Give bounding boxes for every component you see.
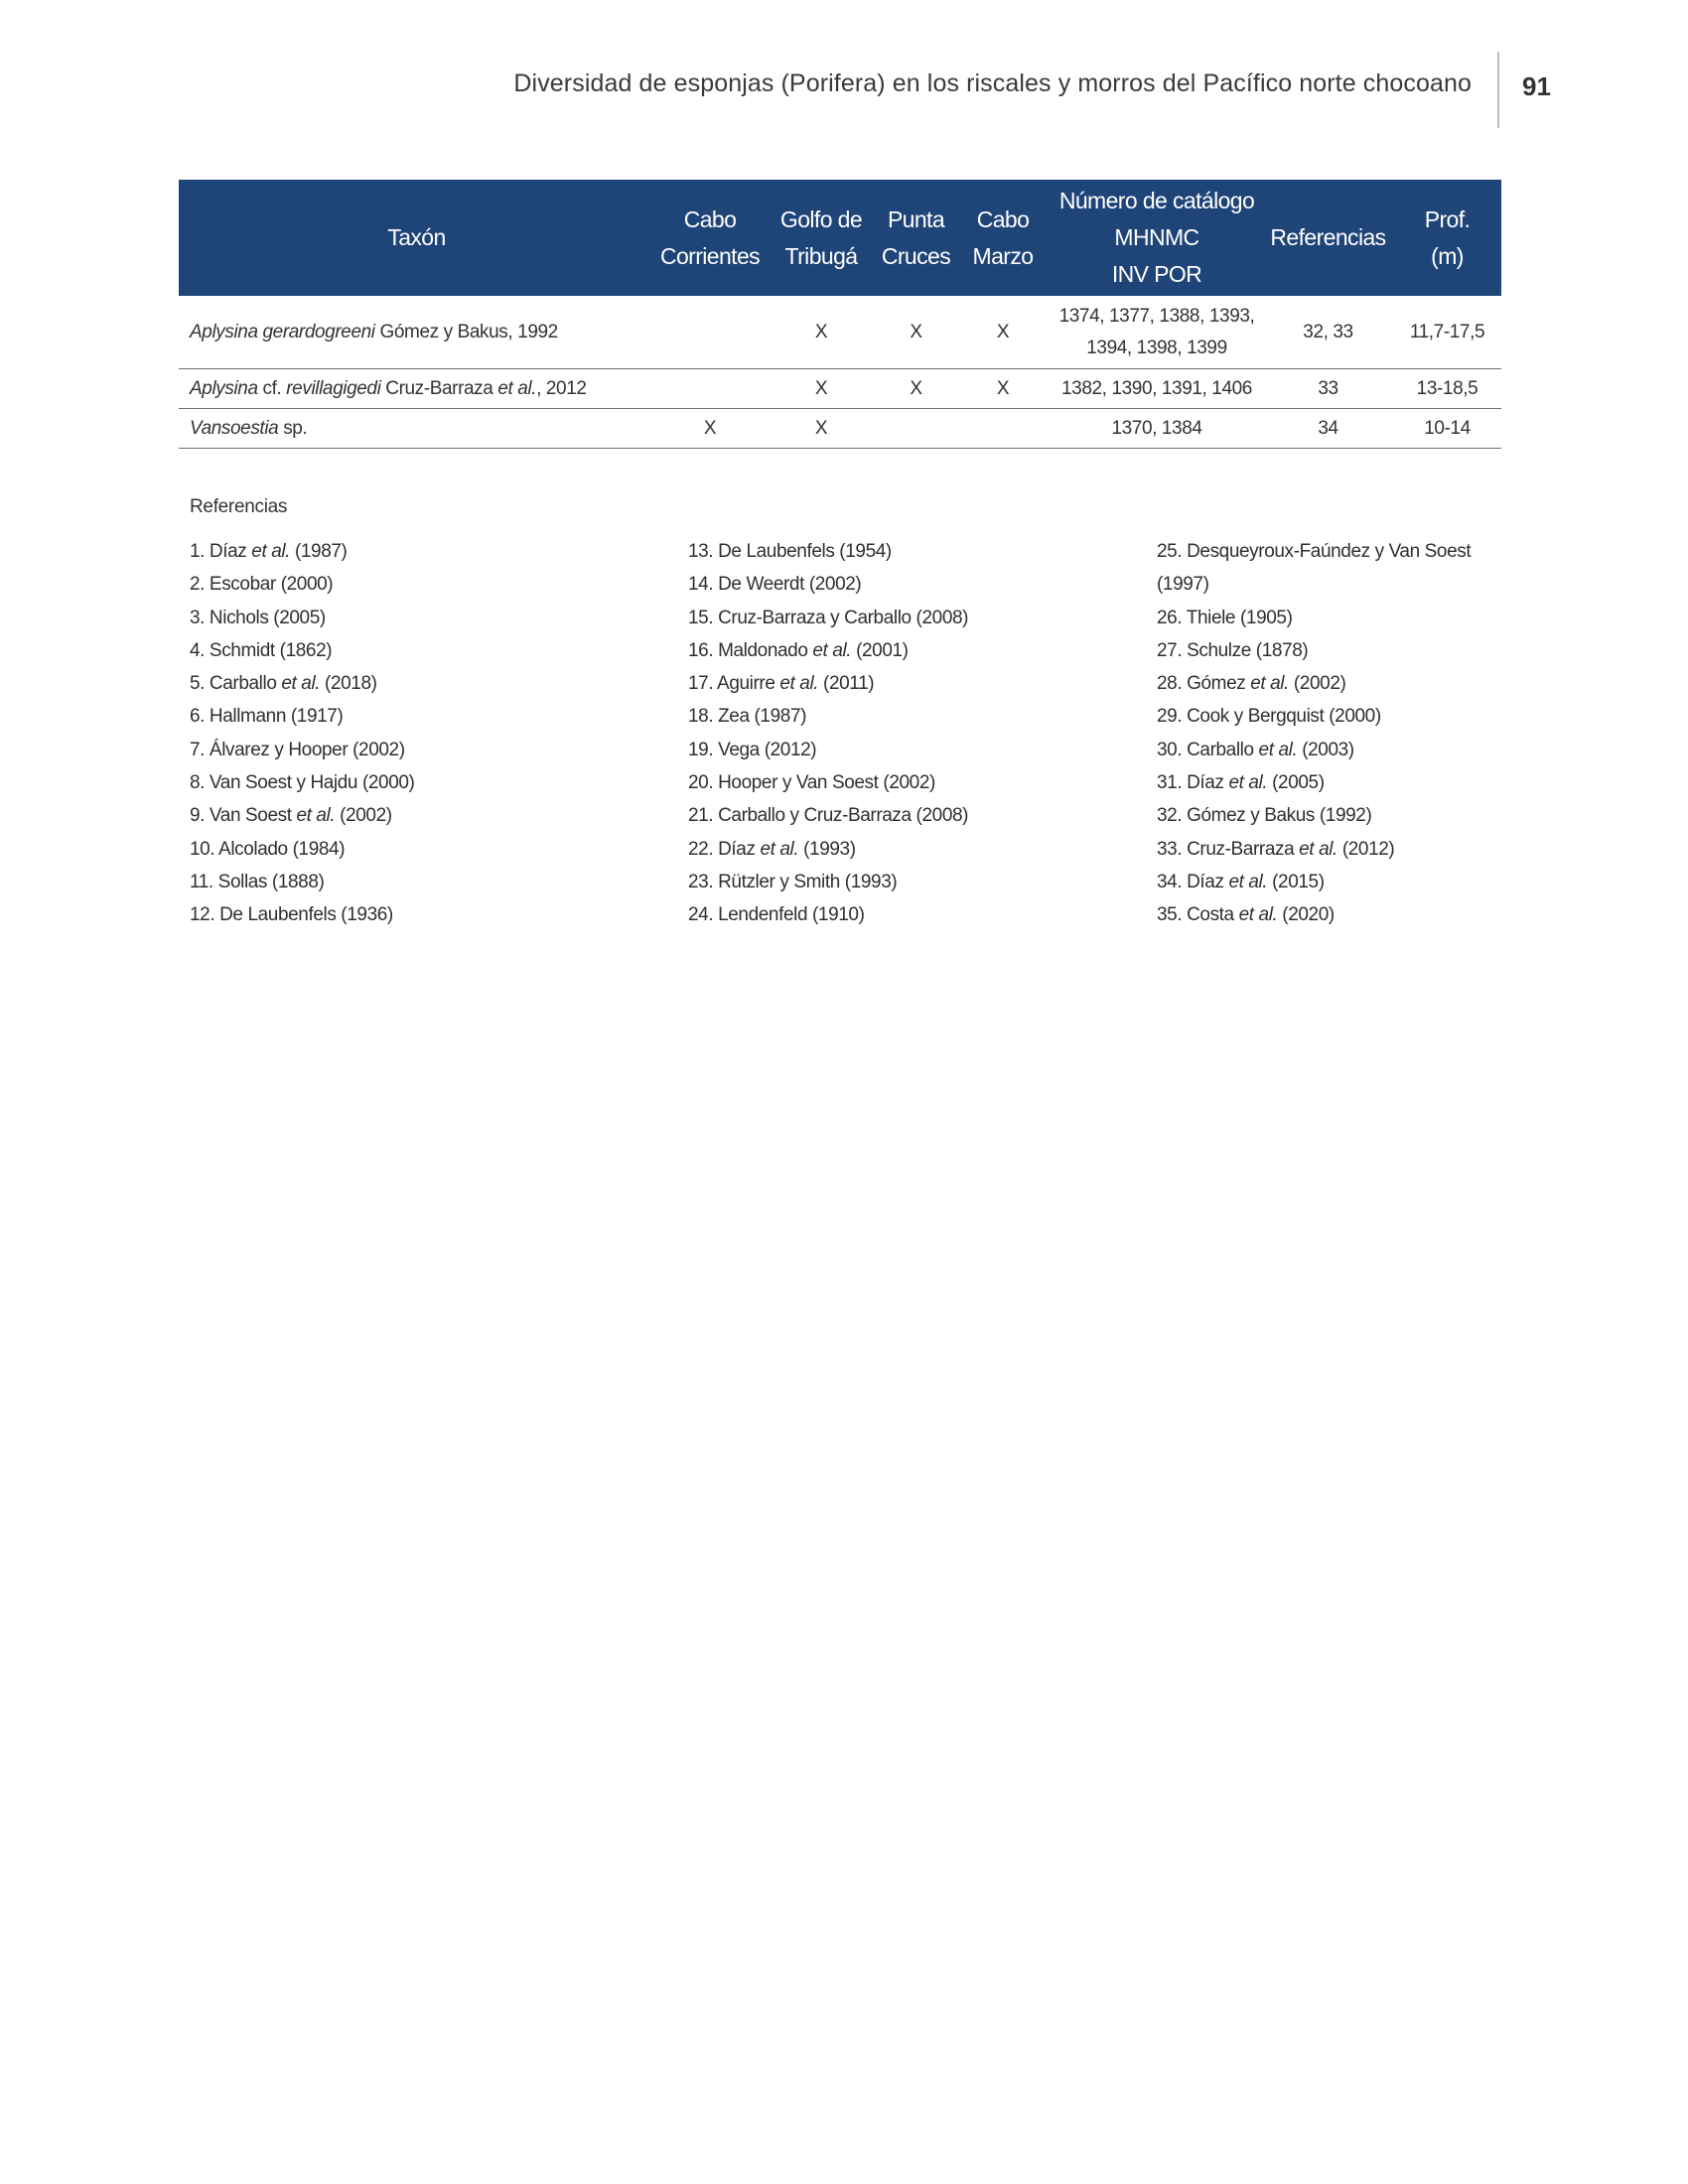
reference-item: 14. De Weerdt (2002) bbox=[688, 574, 862, 596]
prof-cell: 10-14 bbox=[1393, 409, 1501, 449]
reference-item: 9. Van Soest et al. (2002) bbox=[190, 805, 392, 827]
reference-item: 3. Nichols (2005) bbox=[190, 607, 326, 628]
reference-item: 11. Sollas (1888) bbox=[190, 871, 325, 892]
reference-item: 1. Díaz et al. (1987) bbox=[190, 541, 348, 562]
references-column-2 bbox=[688, 535, 968, 932]
running-title: Diversidad de esponjas (Porifera) en los riscales y morros del Pacífico norte chocoano bbox=[513, 69, 1472, 97]
cabo-marzo-cell: X bbox=[955, 296, 1051, 369]
reference-item: 32. Gómez y Bakus (1992) bbox=[1157, 805, 1372, 827]
references-title: Referencias bbox=[190, 496, 288, 517]
referencias-cell: 32, 33 bbox=[1263, 296, 1393, 369]
reference-item: 18. Zea (1987) bbox=[688, 706, 807, 728]
reference-item: 7. Álvarez y Hooper (2002) bbox=[190, 739, 405, 760]
col-header-prof: Prof. (m) bbox=[1393, 180, 1501, 296]
table-header-row bbox=[179, 180, 1501, 296]
reference-item: 19. Vega (2012) bbox=[688, 739, 817, 760]
reference-item: 15. Cruz-Barraza y Carballo (2008) bbox=[688, 607, 969, 628]
table-row bbox=[179, 296, 1501, 369]
reference-item: 12. De Laubenfels (1936) bbox=[190, 904, 393, 926]
catalogo-cell: 1370, 1384 bbox=[1051, 409, 1263, 449]
punta-cruces-cell: X bbox=[877, 369, 955, 409]
table-row bbox=[179, 369, 1501, 409]
reference-item: 34. Díaz et al. (2015) bbox=[1157, 871, 1325, 892]
reference-item: 10. Alcolado (1984) bbox=[190, 838, 346, 860]
reference-item: 25. Desqueyroux-Faúndez y Van Soest (1997) bbox=[1157, 541, 1472, 596]
col-header-referencias: Referencias bbox=[1263, 180, 1393, 296]
referencias-cell: 33 bbox=[1263, 369, 1393, 409]
col-header-golfo-tribuga: Golfo de Tribugá bbox=[766, 180, 877, 296]
col-header-cabo-corrientes: Cabo Corrientes bbox=[654, 180, 766, 296]
reference-item: 31. Díaz et al. (2005) bbox=[1157, 772, 1325, 794]
reference-item: 4. Schmidt (1862) bbox=[190, 639, 333, 661]
cabo-corrientes-cell bbox=[654, 296, 766, 369]
reference-item: 5. Carballo et al. (2018) bbox=[190, 673, 377, 695]
header-divider bbox=[1497, 52, 1499, 128]
col-header-punta-cruces: Punta Cruces bbox=[877, 180, 955, 296]
prof-cell: 11,7-17,5 bbox=[1393, 296, 1501, 369]
reference-item: 35. Costa et al. (2020) bbox=[1157, 904, 1335, 926]
reference-item: 30. Carballo et al. (2003) bbox=[1157, 739, 1354, 760]
golfo-tribuga-cell: X bbox=[766, 369, 877, 409]
species-table bbox=[179, 180, 1501, 449]
cabo-marzo-cell: X bbox=[955, 369, 1051, 409]
reference-item: 26. Thiele (1905) bbox=[1157, 607, 1293, 628]
col-header-catalogo: Número de catálogo MHNMC INV POR bbox=[1051, 180, 1263, 296]
page-number: 91 bbox=[1522, 71, 1551, 101]
reference-item: 13. De Laubenfels (1954) bbox=[688, 541, 892, 562]
reference-item: 6. Hallmann (1917) bbox=[190, 706, 344, 728]
reference-item: 16. Maldonado et al. (2001) bbox=[688, 639, 909, 661]
catalogo-cell: 1382, 1390, 1391, 1406 bbox=[1051, 369, 1263, 409]
reference-item: 2. Escobar (2000) bbox=[190, 574, 334, 596]
reference-item: 22. Díaz et al. (1993) bbox=[688, 838, 856, 860]
reference-item: 23. Rützler y Smith (1993) bbox=[688, 871, 898, 892]
golfo-tribuga-cell: X bbox=[766, 296, 877, 369]
table-row bbox=[179, 409, 1501, 449]
punta-cruces-cell bbox=[877, 409, 955, 449]
cabo-corrientes-cell bbox=[654, 369, 766, 409]
referencias-cell: 34 bbox=[1263, 409, 1393, 449]
taxon-cell: Aplysina cf. revillagigedi Cruz-Barraza et al., 2012 bbox=[179, 369, 654, 409]
reference-item: 24. Lendenfeld (1910) bbox=[688, 904, 865, 926]
cabo-marzo-cell bbox=[955, 409, 1051, 449]
prof-cell: 13-18,5 bbox=[1393, 369, 1501, 409]
reference-item: 33. Cruz-Barraza et al. (2012) bbox=[1157, 838, 1395, 860]
references-column-3 bbox=[1157, 535, 1484, 932]
catalogo-cell: 1374, 1377, 1388, 1393, 1394, 1398, 1399 bbox=[1051, 296, 1263, 369]
reference-item: 27. Schulze (1878) bbox=[1157, 639, 1309, 661]
taxon-cell: Vansoestia sp. bbox=[179, 409, 654, 449]
reference-item: 8. Van Soest y Hajdu (2000) bbox=[190, 772, 415, 794]
reference-item: 29. Cook y Bergquist (2000) bbox=[1157, 706, 1381, 728]
taxon-cell: Aplysina gerardogreeni Gómez y Bakus, 1992 bbox=[179, 296, 654, 369]
references-column-1 bbox=[190, 535, 415, 932]
col-header-cabo-marzo: Cabo Marzo bbox=[955, 180, 1051, 296]
golfo-tribuga-cell: X bbox=[766, 409, 877, 449]
reference-item: 21. Carballo y Cruz-Barraza (2008) bbox=[688, 805, 969, 827]
cabo-corrientes-cell: X bbox=[654, 409, 766, 449]
col-header-taxon: Taxón bbox=[179, 180, 654, 296]
punta-cruces-cell: X bbox=[877, 296, 955, 369]
reference-item: 28. Gómez et al. (2002) bbox=[1157, 673, 1346, 695]
reference-item: 20. Hooper y Van Soest (2002) bbox=[688, 772, 935, 794]
reference-item: 17. Aguirre et al. (2011) bbox=[688, 673, 875, 695]
